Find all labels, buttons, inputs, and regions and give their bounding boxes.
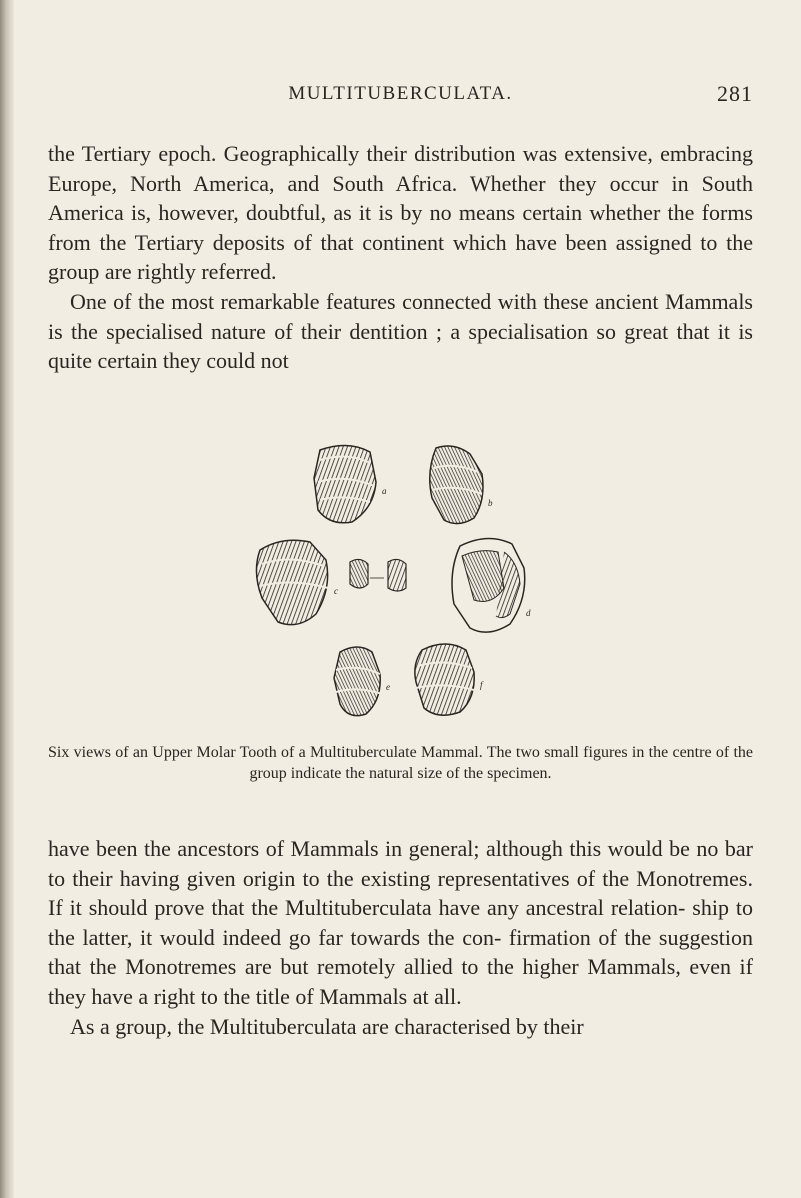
paragraph: have been the ancestors of Mammals in general; although this would be no bar to their having given origin to the existing representatives of the Monotremes. If it should prove that the Multituberculata have any ancestral relation- ship to the latter, it would indeed go far towards the con- firmation of the suggestion that the Monotremes are but remotely allied to the higher Mammals, even if they have a right to the title of Mammals at all.	[48, 836, 753, 1009]
tooth-view-bottom-right	[415, 644, 474, 715]
figure-letter: c	[334, 586, 338, 596]
figure-letter: f	[480, 680, 483, 690]
paragraph: As a group, the Multituberculata are characterised by their	[70, 1013, 584, 1039]
tooth-view-middle-left	[256, 540, 328, 624]
body-text-bottom	[48, 834, 753, 1041]
tooth-view-top-right	[430, 446, 483, 524]
paragraph: One of the most remarkable features connected with these ancient Mammals is the specialised nature of their dentition ; a specialisation so great that it is quite certain they could not	[48, 288, 753, 374]
molar-tooth-illustration	[248, 438, 568, 728]
body-text-top	[48, 139, 753, 376]
tooth-view-bottom-left	[334, 647, 382, 716]
tooth-view-top-left	[314, 445, 376, 522]
running-head	[48, 83, 753, 113]
book-page	[48, 0, 753, 1198]
running-title: MULTITUBERCULATA.	[288, 83, 513, 104]
figure-caption: Six views of an Upper Molar Tooth of a Multituberculate Mammal. The two small figures in the centre of the group indicate the natural size of the specimen.	[48, 744, 753, 782]
tooth-figure	[248, 438, 568, 728]
natural-size-figures	[350, 559, 406, 591]
paragraph: the Tertiary epoch. Geographically their distribution was extensive, embracing Europe, North America, and South Africa. Whether they occur in South America is, however, doubtful, as it is by no means certain whether the forms from the Tertiary deposits of that continent which have been assigned to the group are rightly referred.	[48, 141, 753, 285]
figure-letter: b	[488, 498, 493, 508]
figure-letter: d	[526, 608, 531, 618]
page-number: 281	[717, 81, 753, 106]
tooth-view-middle-right	[452, 538, 525, 632]
figure-letter: a	[382, 486, 387, 496]
page-edge-shadow	[0, 0, 14, 1198]
figure-letter: e	[386, 682, 390, 692]
